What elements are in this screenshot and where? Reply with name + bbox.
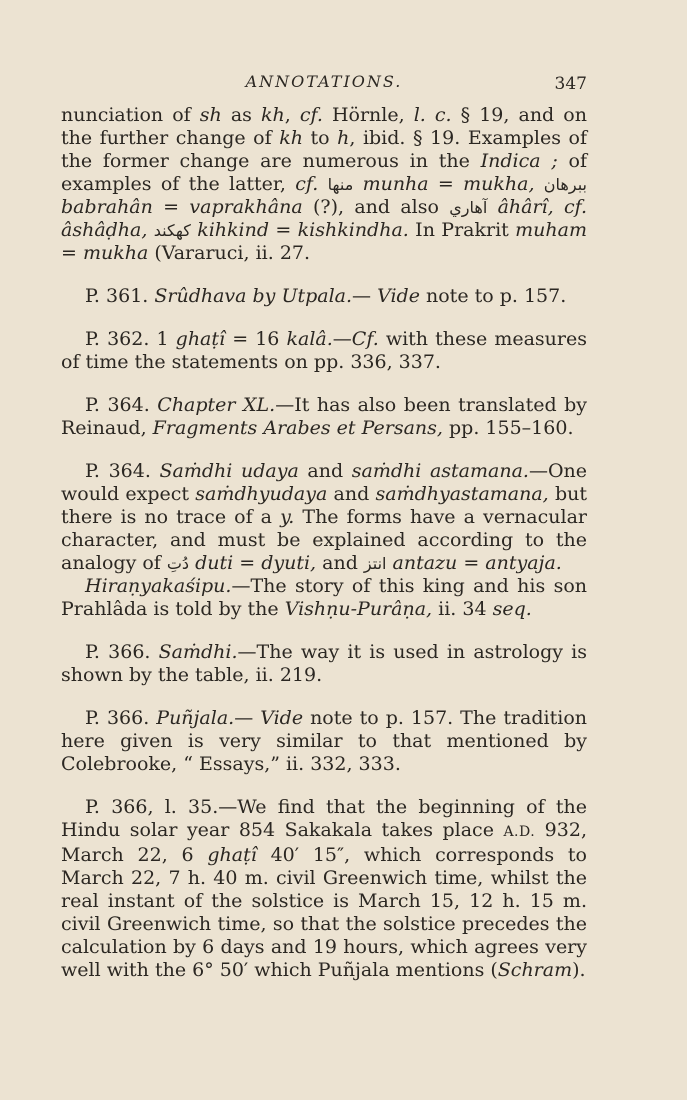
page-body xyxy=(61,104,587,982)
note-p364-samdhi: P. 364. Saṁdhi udaya and saṁdhi astamana.—One would expect saṁdhyudaya and saṁdhyastamana, but there is no trace of a y. The forms have a vernacular character, and must be explained according to the analogy of دُتِ duti = dyuti, and انتز antazu = antyaja. xyxy=(61,460,587,574)
running-title: ANNOTATIONS. xyxy=(245,72,403,91)
arabic-kihkind: كهكند xyxy=(153,221,191,240)
arabic-babrahan: ببرهان xyxy=(543,175,587,194)
note-p366-samdhi: P. 366. Saṁdhi.—The way it is used in astrology is shown by the table, ii. 219. xyxy=(61,641,587,686)
note-p362: P. 362. 1 ghaṭî = 16 kalâ.—Cf. with these measures of time the statements on pp. 336, 337. xyxy=(61,328,587,373)
arabic-ahari: آهاري xyxy=(449,198,488,217)
note-p361: P. 361. Srûdhava by Utpala.— Vide note to p. 157. xyxy=(85,285,567,307)
arabic-antazu: انتز xyxy=(363,554,387,573)
arabic-duti: دُتِ xyxy=(166,554,190,573)
note-hiranyakasipu: Hiraṇyakaśipu.—The story of this king and his son Prahlâda is told by the Vishṇu-Purâṇa, ii. 34 seq. xyxy=(61,575,587,620)
page-header xyxy=(61,70,587,96)
arabic-munha: منها xyxy=(327,175,354,194)
page-number: 347 xyxy=(554,74,587,94)
note-p364-chapter: P. 364. Chapter XL.—It has also been translated by Reinaud, Fragments Arabes et Persans, pp. 155–160. xyxy=(61,394,588,439)
paragraph-pronunciation: nunciation of sh as kh, cf. Hörnle, l. c. § 19, and on the further change of kh to h, ibid. § 19. Examples of the former change are numerous in the Indica ; of examples of the latter, cf. منها munha = mukha, ببرهان babrahân = vaprakhâna (?), and also آهاري âhârî, cf. âshâḍha, كهكند kihkind = kishkindha. In Prakrit muham = mukha (Vararuci, ii. 27. xyxy=(61,104,588,264)
note-p366-l35: P. 366, l. 35.—We find that the beginning of the Hindu solar year 854 Sakakala takes place A.D. 932, March 22, 6 ghaṭî 40′ 15″, which corresponds to March 22, 7 h. 40 m. civil Greenwich time, whilst the real instant of the solstice is March 15, 12 h. 15 m. civil Greenwich time, so that the solstice precedes the calculation by 6 days and 19 hours, which agrees very well with the 6° 50′ which Puñjala mentions (Schram). xyxy=(61,796,587,981)
note-p366-punjala: P. 366. Puñjala.— Vide note to p. 157. The tradition here given is very similar to that mentioned by Colebrooke, “ Essays,” ii. 332, 333. xyxy=(61,707,588,775)
